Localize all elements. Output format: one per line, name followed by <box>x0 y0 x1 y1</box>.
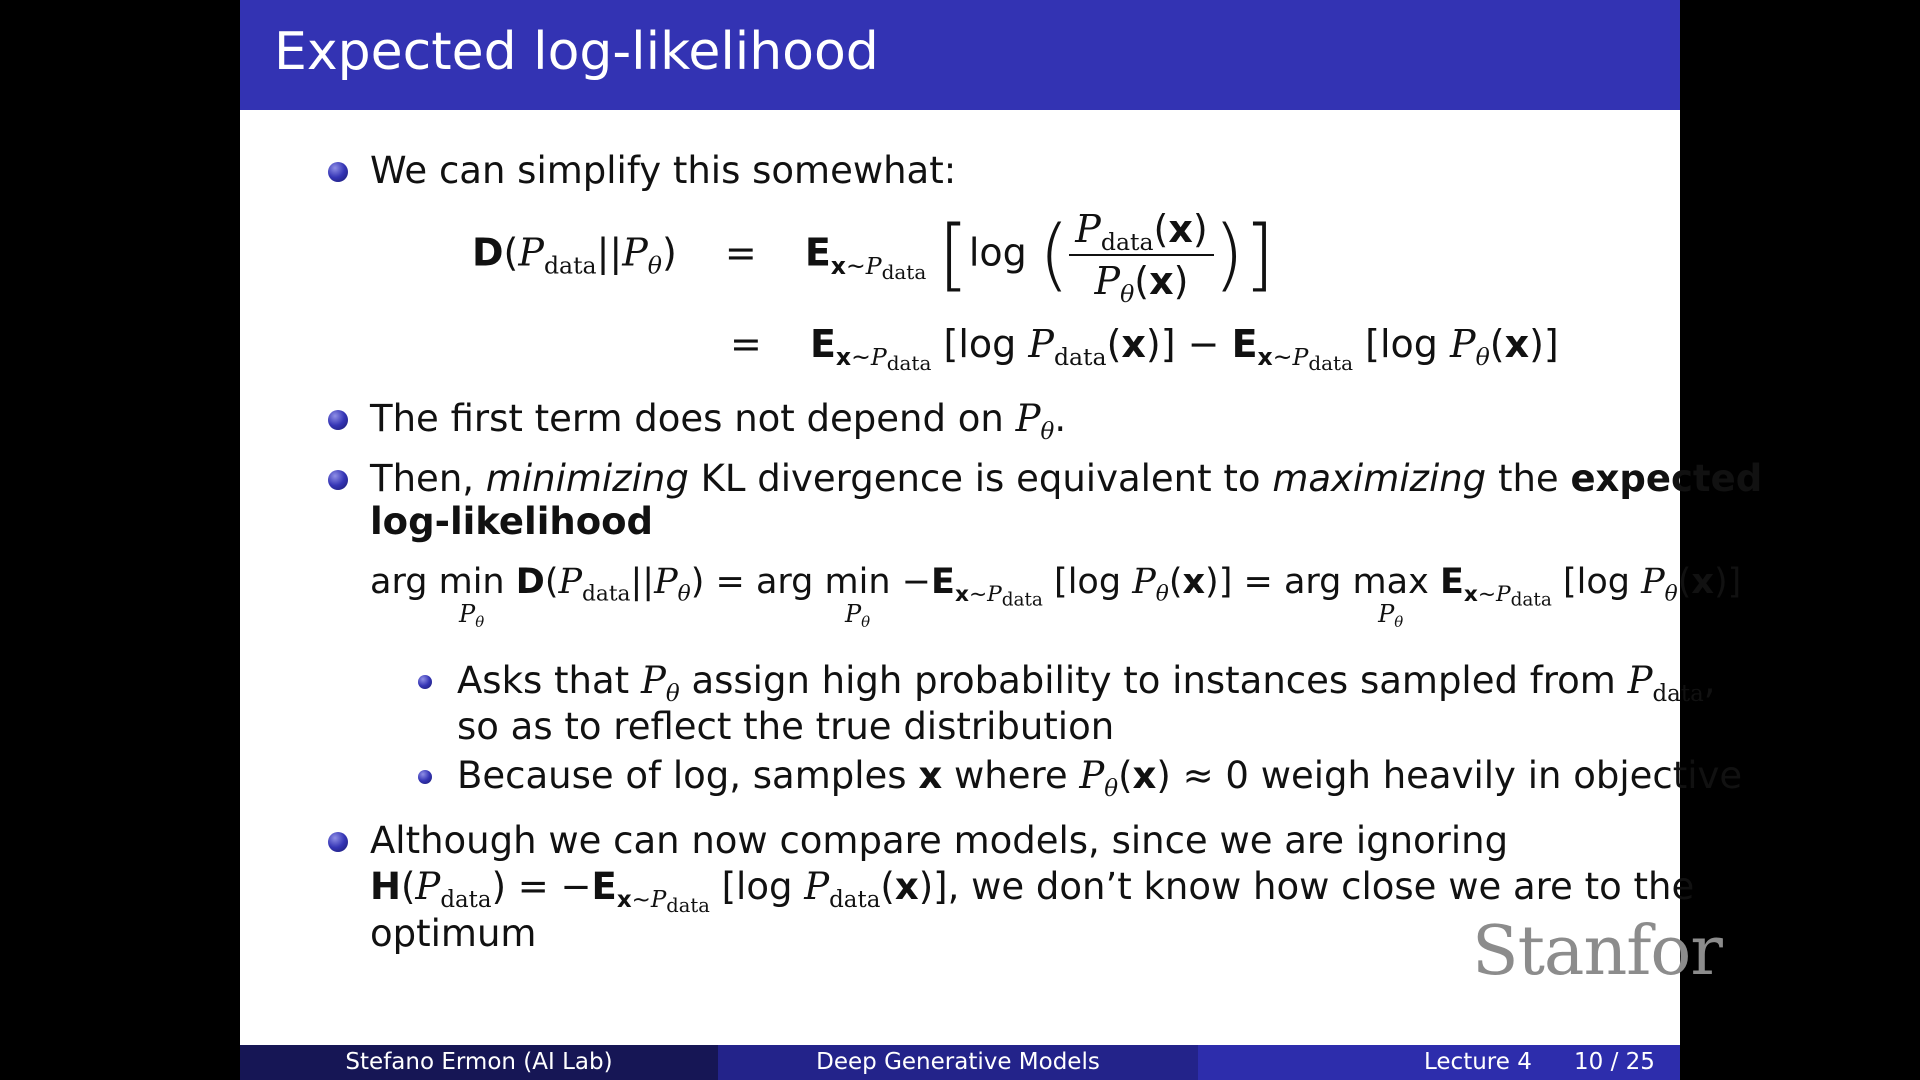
sub-bullet-1-line-2: so as to reflect the true distribution <box>457 705 1115 748</box>
slide <box>240 0 1763 1080</box>
bullet-3-line-2: log-likelihood <box>370 500 654 543</box>
footer-lecture: Lecture 4 <box>1424 1049 1532 1075</box>
footer-author: Stefano Ermon (AI Lab) <box>240 1045 718 1080</box>
bullet-icon <box>328 410 348 430</box>
argmin-argmax-equation: arg min $P_\theta$ $D(P_{data}||P_\theta)$ = arg min $P_\theta$ $-E_{x\sim P_{data}}$ [log $P_\theta(x)$] = arg max $P_\theta$ $E_{x\sim P_{data}}$ [log $P_\theta(x)$] <box>370 562 1742 632</box>
bullet-4-line-1: Although we can now compare models, since we are ignoring <box>370 819 1509 862</box>
bullet-4-line-3: optimum <box>370 912 537 955</box>
bullet-icon <box>328 832 348 852</box>
kl-equation-line-1: $D(P_{data}||P_\theta) = E_{x\sim P_{data}}$ [log ( $\frac{P_{data}(x)}{P_\theta(x)}$ )] <box>472 207 1275 309</box>
entropy-symbol: H <box>370 865 401 908</box>
bullet-2-text: The first term does not depend on $P_\theta$. <box>370 397 1067 446</box>
kl-equation-line-2: = $E_{x\sim P_{data}}$ [log $P_{data}(x)] - E_{x\sim P_{data}}$ [log $P_\theta(x)$] <box>730 322 1559 376</box>
probability-ratio-fraction: $\frac{P_{data}(x)}{P_\theta(x)}$ <box>1069 210 1213 300</box>
bullet-1-text: We can simplify this somewhat: <box>370 149 957 192</box>
sub-bullet-icon <box>418 770 432 784</box>
bullet-3-line-1: Then, minimizing KL divergence is equivalent to maximizing the expected <box>370 457 1763 500</box>
expectation-symbol: E <box>804 230 831 275</box>
sub-bullet-icon <box>418 675 432 689</box>
footer-page-number: 10 / 25 <box>1574 1049 1655 1075</box>
footer-bar <box>240 1045 1680 1080</box>
footer-right <box>1198 1045 1680 1080</box>
sub-bullet-1-line-1: Asks that $P_\theta$ assign high probability to instances sampled from $P_{data}$, <box>457 659 1716 708</box>
slide-title: Expected log-likelihood <box>274 22 879 82</box>
bullet-icon <box>328 470 348 490</box>
stanford-watermark: Stanfor <box>1472 912 1722 991</box>
bullet-4-line-2: $H(P_{data}) = -E_{x\sim P_{data}}$ [log $P_{data}(x)$], we don’t know how close we are to the <box>370 865 1695 917</box>
sub-bullet-2-text: Because of log, samples x where $P_\theta(x) \approx 0$ weigh heavily in objective <box>457 754 1743 803</box>
footer-course: Deep Generative Models <box>718 1045 1198 1080</box>
kl-divergence-symbol: D <box>472 230 504 275</box>
bullet-icon <box>328 162 348 182</box>
title-bar <box>240 0 1680 110</box>
